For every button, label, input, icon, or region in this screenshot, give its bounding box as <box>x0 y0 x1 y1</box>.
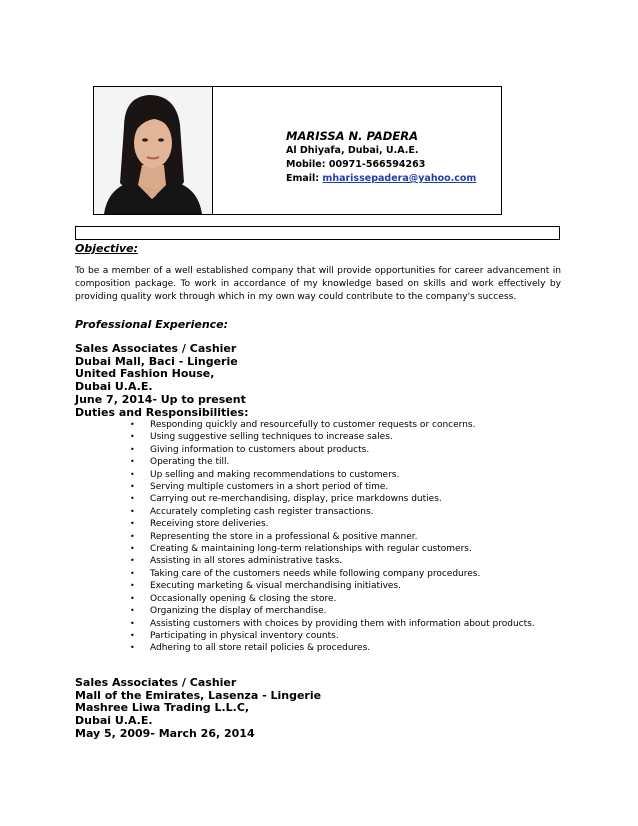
objective-text: To be a member of a well established company that will provide opportunities for career advancement in composition package. To work in accordance of my knowledge based on skills and work effectively by providing quality work through which in my own way could contribute to the company's success. <box>75 266 561 302</box>
job-2-company: Mashree Liwa Trading L.L.C, <box>75 701 250 715</box>
job-1-duties-title: Duties and Responsibilities: <box>75 405 249 419</box>
applicant-name: MARISSA N. PADERA <box>286 129 418 143</box>
section-divider-bar <box>75 226 560 240</box>
duty-text: Taking care of the customers needs while following company procedures. <box>150 568 481 579</box>
duty-text: Assisting in all stores administrative tasks. <box>150 556 343 567</box>
duty-item <box>128 593 535 605</box>
job-2-city: Dubai U.A.E. <box>75 714 153 728</box>
bullet-icon: • <box>130 519 135 529</box>
duty-text: Operating the till. <box>150 457 230 468</box>
header-box <box>93 86 502 215</box>
bullet-icon: • <box>130 531 135 541</box>
bullet-icon: • <box>130 618 135 628</box>
bullet-icon: • <box>130 556 135 566</box>
duty-item <box>128 419 535 431</box>
bullet-icon: • <box>130 420 135 429</box>
experience-heading: Professional Experience: <box>75 318 229 331</box>
email-link[interactable]: mharissepadera@yahoo.com <box>322 173 477 184</box>
bullet-icon: • <box>130 593 135 603</box>
bullet-icon: • <box>130 444 135 454</box>
job-1-duties-list <box>128 419 535 655</box>
duty-text: Responding quickly and resourcefully to customer requests or concerns. <box>150 420 476 430</box>
profile-photo-image <box>94 87 212 214</box>
job-1-city: Dubai U.A.E. <box>75 380 153 394</box>
duty-item <box>128 431 535 443</box>
job-1-header <box>75 343 248 419</box>
duty-item <box>128 518 535 530</box>
duty-item <box>128 444 535 456</box>
duty-item <box>128 456 535 468</box>
job-1-dates: June 7, 2014- Up to present <box>75 392 246 406</box>
duty-item <box>128 630 535 642</box>
duty-item <box>128 580 535 592</box>
job-2-position: Sales Associates / Cashier <box>75 676 237 689</box>
email-label: Email: <box>286 173 323 184</box>
duty-item <box>128 481 535 493</box>
job-1-location: Dubai Mall, Baci - Lingerie <box>75 354 238 368</box>
bullet-icon: • <box>130 432 135 442</box>
duty-item <box>128 605 535 617</box>
bullet-icon: • <box>130 544 135 554</box>
bullet-icon: • <box>130 581 135 591</box>
job-2-header <box>75 677 321 741</box>
duty-item <box>128 642 535 654</box>
duty-item <box>128 469 535 481</box>
duty-item <box>128 531 535 543</box>
duty-item <box>128 506 535 518</box>
bullet-icon: • <box>130 494 135 504</box>
bullet-icon: • <box>130 643 135 653</box>
duty-item <box>128 618 535 630</box>
mobile-label: Mobile: <box>286 159 329 170</box>
mobile-number: 00971-566594263 <box>328 159 426 170</box>
bullet-icon: • <box>130 482 135 492</box>
objective-heading: Objective: <box>75 242 139 255</box>
profile-photo <box>94 87 213 214</box>
job-2-location: Mall of the Emirates, Lasenza - Lingerie <box>75 688 322 702</box>
duty-text: Organizing the display of merchandise. <box>150 606 327 617</box>
duty-text: Participating in physical inventory counts. <box>150 630 339 641</box>
bullet-icon: • <box>130 630 135 640</box>
email-line <box>286 172 476 186</box>
duty-item <box>128 493 535 505</box>
bullet-icon: • <box>130 606 135 616</box>
bullet-icon: • <box>130 469 135 479</box>
duty-text: Up selling and making recommendations to customers. <box>150 469 400 480</box>
job-2-dates: May 5, 2009- March 26, 2014 <box>75 726 255 740</box>
duty-item <box>128 568 535 580</box>
address-line: Al Dhiyafa, Dubai, U.A.E. <box>286 145 419 156</box>
job-1-position: Sales Associates / Cashier <box>75 342 237 355</box>
duty-text: Carrying out re-merchandising, display, price markdowns duties. <box>150 494 442 505</box>
duty-text: Assisting customers with choices by providing them with information about products. <box>150 618 535 629</box>
duty-text: Representing the store in a professional & positive manner. <box>150 531 418 542</box>
duty-text: Occasionally opening & closing the store. <box>150 593 337 604</box>
bullet-icon: • <box>130 506 135 516</box>
contact-details <box>286 129 476 186</box>
duty-text: Accurately completing cash register transactions. <box>150 506 374 517</box>
duty-text: Giving information to customers about products. <box>150 444 370 455</box>
duty-text: Creating & maintaining long-term relationships with regular customers. <box>150 544 472 555</box>
mobile-line <box>286 158 476 172</box>
duty-text: Receiving store deliveries. <box>150 519 269 530</box>
duty-text: Serving multiple customers in a short period of time. <box>150 482 389 493</box>
duty-text: Executing marketing & visual merchandising initiatives. <box>150 581 401 592</box>
bullet-icon: • <box>130 568 135 578</box>
job-1-company: United Fashion House, <box>75 367 215 381</box>
duty-text: Adhering to all store retail policies & procedures. <box>150 643 371 654</box>
duty-item <box>128 555 535 567</box>
duty-text: Using suggestive selling techniques to increase sales. <box>150 432 393 443</box>
duty-item <box>128 543 535 555</box>
bullet-icon: • <box>130 457 135 467</box>
